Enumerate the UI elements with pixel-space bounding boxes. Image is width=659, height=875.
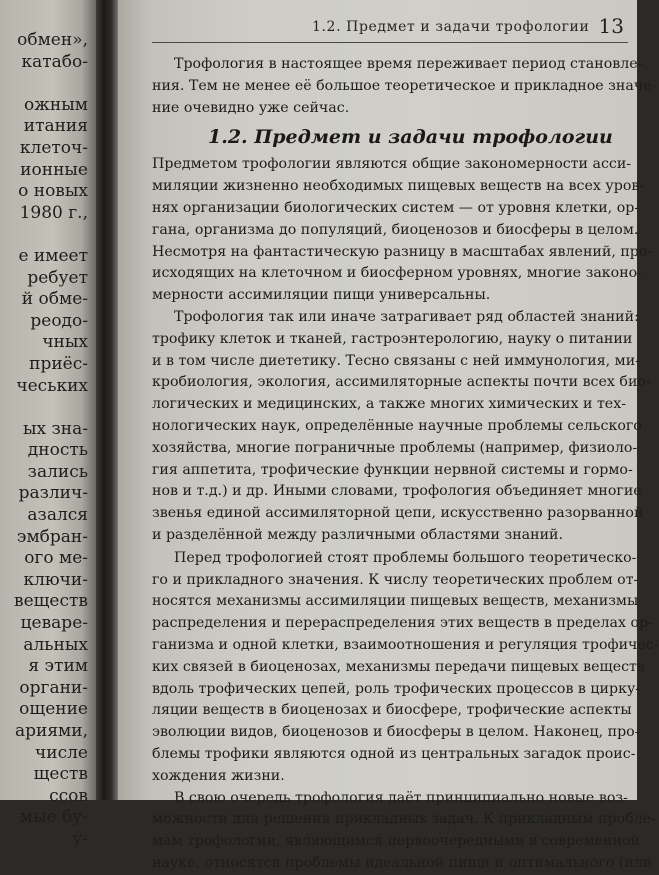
- text-line: го и прикладного значения. К числу теоретических проблем от-: [152, 571, 639, 588]
- left-text-line: ребует: [27, 267, 88, 288]
- left-text-line: ионные: [20, 159, 88, 180]
- paragraph-1: [152, 154, 653, 307]
- text-line: звенья единой ассимиляторной цепи, искусственно разорванной: [152, 505, 644, 522]
- left-text-line: я этим: [28, 656, 88, 677]
- text-line: логических и медицинских, а также многих химических и тех-: [152, 396, 626, 413]
- left-text-line: ого ме-: [24, 548, 88, 569]
- text-line: гана, организма до популяций, биоценозов и биосферы в целом.: [152, 221, 639, 238]
- left-text-line: 1980 г.,: [19, 202, 88, 223]
- text-line: Несмотря на фантастическую разницу в масштабах явлений, про-: [152, 243, 653, 260]
- left-text-line: цеваре-: [20, 613, 88, 634]
- body-text: [152, 54, 659, 875]
- left-text-line: й обме-: [21, 289, 88, 310]
- left-text-line: альных: [23, 634, 88, 655]
- left-text-line: числе: [35, 742, 88, 763]
- text-line: хозяйства, многие пограничные проблемы (например, физиоло-: [152, 439, 638, 456]
- left-text-line: [0, 73, 88, 95]
- text-line: нов и т.д.) и др. Иными словами, трофология объединяет многие: [152, 483, 642, 500]
- left-text-line: катабо-: [21, 51, 88, 72]
- text-line: и разделённой между различными областями знаний.: [152, 526, 563, 543]
- left-text-line: чных: [42, 332, 88, 353]
- text-line: мерности ассимиляции пищи универсальны.: [152, 287, 491, 304]
- left-page-fragment: [0, 0, 96, 849]
- section-heading: 1.2. Предмет и задачи трофологии: [208, 126, 613, 149]
- left-text-line: ссов: [49, 785, 88, 806]
- paragraph-2: [152, 307, 651, 547]
- text-line: ние очевидно уже сейчас.: [152, 99, 350, 116]
- left-text-line: ключи-: [23, 569, 88, 590]
- left-text-line: ощение: [19, 699, 88, 720]
- text-line: трофику клеток и тканей, гастроэнтерологию, науку о питании: [152, 330, 633, 347]
- left-text-line: ариями,: [14, 721, 88, 741]
- text-line: эволюции видов, биоценозов и биосферы в целом. Наконец, про-: [152, 724, 640, 741]
- paragraph-4: [152, 788, 656, 875]
- left-text-line: веществ: [14, 591, 88, 612]
- text-line: Перед трофологией стоят проблемы большого теоретическо-: [174, 549, 637, 566]
- text-line: можности для решения прикладных задач. К прикладным пробле-: [152, 811, 656, 828]
- left-text-line: ществ: [33, 764, 88, 785]
- text-line: науке, относятся проблемы идеальной пищи и оптимального (или: [152, 854, 653, 871]
- text-line: нях организации биологических систем — от уровня клетки, ор-: [152, 199, 640, 216]
- left-text-line: зались: [27, 461, 88, 482]
- left-text-line: органи-: [19, 677, 88, 698]
- running-header: [152, 14, 628, 43]
- text-line: Предметом трофологии являются общие закономерности асси-: [152, 156, 632, 173]
- intro-paragraph: [152, 54, 657, 119]
- text-line: блемы трофики являются одной из центральных загадок проис-: [152, 745, 636, 762]
- text-line: ких связей в биоценозах, механизмы передачи пищевых веществ: [152, 658, 645, 675]
- text-line: ния. Тем не менее её большое теоретическое и прикладное значе-: [152, 77, 657, 94]
- text-line: нологических наук, определённые научные проблемы сельского: [152, 417, 642, 434]
- left-text-line: итания: [23, 116, 88, 137]
- text-line: ляции веществ в биоценозах и биосфере, трофические аспекты: [152, 702, 632, 719]
- left-text-line: ых зна-: [22, 418, 88, 439]
- left-text-line: ожным: [24, 94, 88, 115]
- text-line: носятся механизмы ассимиляции пищевых веществ, механизмы: [152, 593, 639, 610]
- left-text-line: реодо-: [30, 310, 88, 331]
- left-text-line: чеських: [16, 375, 88, 396]
- left-text-line: клеточ-: [19, 137, 88, 158]
- left-text-line: мые бу-: [19, 807, 88, 828]
- book-spine: [96, 0, 118, 800]
- left-text-line: эмбран-: [16, 526, 88, 547]
- text-line: исходящих на клеточном и биосферном уровнях, многие законо-: [152, 265, 642, 282]
- text-line: гия аппетита, трофические функции нервной системы и гормо-: [152, 461, 633, 478]
- right-page: [118, 0, 659, 871]
- left-text-line: приёс-: [29, 353, 88, 374]
- text-line: хождения жизни.: [152, 767, 285, 784]
- left-text-line: [0, 224, 88, 246]
- text-line: и в том числе диететику. Тесно связаны с ней иммунология, ми-: [152, 352, 640, 369]
- page-number: 13: [598, 14, 624, 38]
- text-line: мам трофологии, являющимся первоочередными в современной: [152, 833, 640, 850]
- left-text-line: е имеет: [18, 245, 88, 266]
- left-text-line: [0, 397, 88, 419]
- text-line: вдоль трофических цепей, роль трофических процессов в цирку-: [152, 680, 641, 697]
- text-line: Трофология в настоящее время переживает период становле-: [174, 56, 643, 72]
- left-text-line: дность: [27, 440, 88, 461]
- paragraph-3: [152, 548, 659, 788]
- text-line: Трофология так или иначе затрагивает ряд областей знаний:: [174, 308, 639, 325]
- text-line: кробиология, экология, ассимиляторные аспекты почти всех био-: [152, 374, 651, 391]
- text-line: миляции жизненно необходимых пищевых веществ на всех уров-: [152, 178, 645, 195]
- text-line: ганизма и одной клетки, взаимоотношения и регуляция трофичес-: [152, 636, 659, 653]
- text-line: распределения и перераспределения этих веществ в пределах ор-: [152, 615, 653, 632]
- left-page-text: [0, 30, 88, 851]
- left-text-line: обмен»,: [17, 30, 88, 50]
- left-text-line: о новых: [18, 181, 88, 202]
- text-line: В свою очередь трофология даёт принципиально новые воз-: [174, 789, 628, 806]
- left-text-line: различ-: [18, 483, 88, 504]
- left-text-line: азался: [27, 505, 88, 526]
- running-title: 1.2. Предмет и задачи трофологии: [312, 19, 590, 35]
- left-text-line: у-: [72, 828, 88, 849]
